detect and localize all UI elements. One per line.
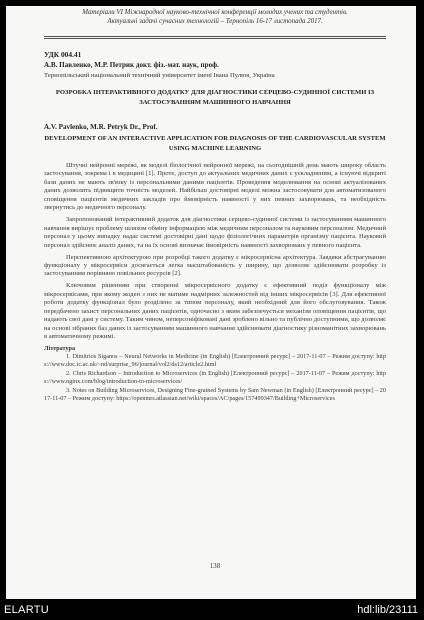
reference-item: 1. Dimitrios Siganos – Neural Networks in Medicine (in English) [Електронний ресурс] – 2017-11-07 – Режим доступу: https://www.doc.ic.ac.uk/~nd/surprise_96/journal/vol2/ds12/article2.html bbox=[44, 353, 386, 368]
header-line-2: Актуальні задачі сучасних технологій – Тернопіль 16-17 листопада 2017. bbox=[107, 18, 323, 25]
reference-item: 3. Notes on Building Microservices, Designing Fine-grained Systems by Sam Newman (in English) [Електронний ресурс] – 2017-11-07 – Режим доступу: https://openmrs.atlassian.net/wiki/spaces/AC/pages/157499347/Building+Microservices bbox=[44, 386, 386, 402]
title-ukrainian: РОЗРОБКА ІНТЕРАКТИВНОГО ДОДАТКУ ДЛЯ ДІАГНОСТИКИ СЕРЦЕВО-СУДИННОЇ СИСТЕМИ ІЗ ЗАСТОСУВАННЯМ МАШИННОГО НАВЧАННЯ bbox=[55, 89, 375, 106]
header-rule-bottom bbox=[44, 38, 386, 39]
title-english: DEVELOPMENT OF AN INTERACTIVE APPLICATION FOR DIAGNOSIS OF THE CARDIOVASCULAR SYSTEM USING MACHINE LEARNING bbox=[44, 135, 386, 152]
references-heading: Література bbox=[44, 345, 76, 353]
page-number: 138 bbox=[209, 563, 221, 570]
header-rule-top bbox=[44, 36, 386, 37]
conference-header bbox=[44, 8, 386, 26]
udk-code: УДК 004.41 bbox=[44, 50, 82, 59]
reference-item: 2. Chris Richardson – Introduction to Microservices (in English) [Електронний ресурс] – 2017-11-07 – Режим доступу: https://www.nginx.com/blog/introduction-to-microservices/ bbox=[44, 369, 386, 385]
paragraph: Перспективною архітектурою при розробці такого додатку є мікросервісна архітектура. Завдяки абстрагуванню функціоналу у мікросервіси досягається легка масштабованість у ширину, що дозволяє здійснювати розробку із застосуванням порівняно повільних ресурсів [2]. bbox=[44, 253, 386, 278]
handle-label: hdl:lib/23111 bbox=[357, 604, 418, 616]
repository-label: ELARTU bbox=[4, 604, 49, 616]
authors-ukrainian: А.В. Павленко, М.Р. Петрик докт. фіз.-мат. наук, проф. bbox=[44, 61, 219, 69]
article-body bbox=[44, 162, 386, 404]
header-line-1: Матеріали VI Міжнародної науково-технічної конференції молодих учених та студентів. bbox=[82, 9, 348, 16]
authors-english: A.V. Pavlenko, M.R. Petryk Dr., Prof. bbox=[44, 123, 158, 131]
affiliation: Тернопільський національний технічний університет імені Івана Пулюя, Україна bbox=[44, 72, 275, 79]
paragraph: Штучні нейронні мережі, як моделі біологічної нейронної мережі, на сьогоднішній день мають широку область застосування, зокрема і в медицині [1]. Проте, доступ до актуальних медичних даних є ускладненим, а існуючі відкриті бази даних не мають зв'язку із персональними даними пацієнтів. Проведення моделювання на основі актуалізованих даних дозволить підвищити точність моделей. Найбільш достовірні моделі можна застосовувати для автоматизованого сповіщення пацієнтів медичних закладів про ймовірність наявності у них певних захворювань, та необхідність звернутись до медичного персоналу. bbox=[44, 162, 386, 212]
paragraph: Ключовим рішенням при створенні мікросервісного додатку є ефективний поділ функціоналу між мікросервісами, при якому жоден з них не матиме надмірних залежностей від інших мікросервісів [3]. Для ефективної роботи додатку функціонал було розділено за типом персоналу, який необхідний для його обслуговування. Також передбачено захист персональних даних пацієнтів, одночасно з яким забезпечується механізм оповіщення пацієнтів, що надають свої дані у систему. Таким чином, неперсоніфіковані дані зроблено вільно та публічно доступними, що дозволяє на основі зібраних баз даних із застосуванням машинного навчання здійснювати діагностику різноманітних захворювань в автоматичному режимі. bbox=[44, 282, 386, 341]
document-page bbox=[6, 6, 416, 599]
paragraph: Запропонований інтерактивний додаток для діагностики серцево-судинної системи із застосуванням машинного навчання вирішує проблему шляхом обміну інформацією між медичним персоналом та науковим персоналом. Медичний персонал у цьому випадку надає системі достовірні дані щодо фізіологічних параметрів організму пацієнта. Науковий персонал здійснює аналіз даних, та на їх основі визначає ймовірність наявності захворювань у певного пацієнта. bbox=[44, 216, 386, 249]
